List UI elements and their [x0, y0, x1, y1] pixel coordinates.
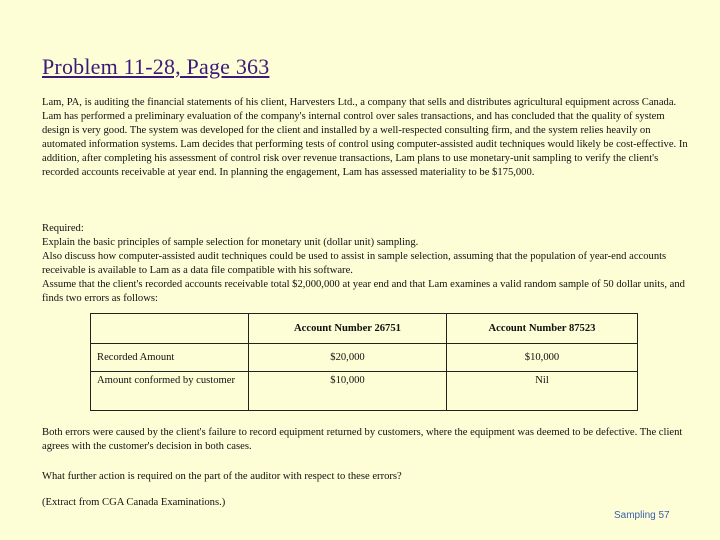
required-line: Also discuss how computer-assisted audit techniques could be used to assist in sample selection, assuming that the population of year-end accounts receivable is available to Lam as a data file compatible with his software. — [42, 250, 667, 276]
required-line: Explain the basic principles of sample selection for monetary unit (dollar unit) sampling. — [42, 236, 419, 248]
table-cell: $20,000 — [249, 344, 447, 372]
table-row — [91, 372, 638, 411]
table-header-cell — [91, 314, 249, 344]
slide-footer — [614, 510, 670, 521]
footer-page-number: 57 — [658, 510, 670, 521]
table-cell: $10,000 — [249, 372, 447, 411]
source-citation: (Extract from CGA Canada Examinations.) — [42, 497, 226, 508]
table-header-cell: Account Number 87523 — [447, 314, 638, 344]
question-text: What further action is required on the part of the auditor with respect to these errors? — [42, 471, 402, 482]
table-cell: $10,000 — [447, 344, 638, 372]
page-title: Problem 11-28, Page 363 — [42, 54, 270, 79]
table-row-label: Recorded Amount — [91, 344, 249, 372]
table-row — [91, 344, 638, 372]
table-cell: Nil — [447, 372, 638, 411]
errors-table — [90, 313, 638, 411]
required-section — [42, 222, 690, 305]
table-header-row — [91, 314, 638, 344]
table-header-cell: Account Number 26751 — [249, 314, 447, 344]
errors-explanation: Both errors were caused by the client's failure to record equipment returned by customers, where the equipment was deemed to be defective. The client agrees with the customer's decision in both cases. — [42, 427, 683, 452]
required-heading: Required: — [42, 223, 84, 234]
problem-description: Lam, PA, is auditing the financial statements of his client, Harvesters Ltd., a company that sells and distributes agricultural equipment across Canada. Lam has performed a preliminary evaluation of the company's internal control over sales transactions, and has concluded that the quality of system design is very good. The system was developed for the client and installed by a well-respected consulting firm, and the system relies heavily on automated information systems. Lam decides that performing tests of control using computer-assisted audit techniques would likely be cost-effective. In addition, after completing his assessment of control risk over revenue transactions, Lam plans to use monetary-unit sampling to verify the client's recorded accounts receivable at year end. In planning the engagement, Lam has assessed materiality to be $175,000. — [42, 97, 688, 178]
required-line: Assume that the client's recorded accounts receivable total $2,000,000 at year end and that Lam examines a valid random sample of 50 dollar units, and finds two errors as follows: — [42, 278, 685, 304]
footer-label: Sampling — [614, 510, 656, 521]
table-row-label: Amount conformed by customer — [91, 372, 249, 411]
